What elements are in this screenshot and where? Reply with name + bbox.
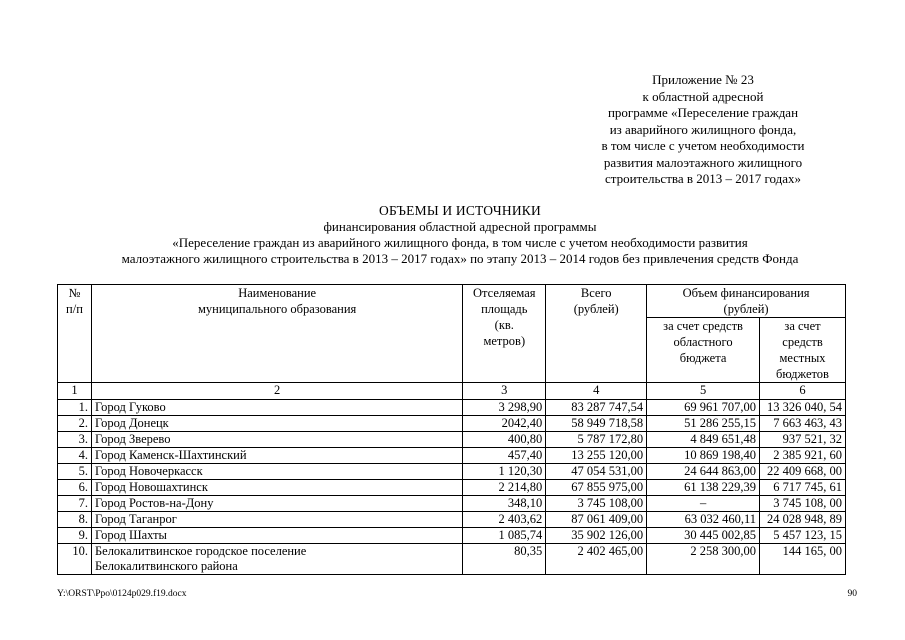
subtitle-line: «Переселение граждан из аварийного жилищного фонда, в том числе с учетом необходимости развития bbox=[172, 235, 748, 250]
page-number: 90 bbox=[847, 589, 857, 599]
row-area: 2 214,80 bbox=[463, 480, 546, 496]
file-path: Y:\ORST\Ppo\0124p029.f19.docx bbox=[57, 589, 187, 599]
header-num: № п/п bbox=[58, 285, 92, 383]
row-regional: 63 032 460,11 bbox=[647, 512, 760, 528]
row-name-line: Город Зверево bbox=[94, 432, 171, 446]
header-total: Всего (рублей) bbox=[546, 285, 647, 383]
row-num: 7. bbox=[58, 496, 92, 512]
row-local: 22 409 668, 00 bbox=[760, 464, 846, 480]
row-area: 400,80 bbox=[463, 432, 546, 448]
row-area: 2042,40 bbox=[463, 416, 546, 432]
table-row bbox=[58, 400, 846, 416]
row-regional: 51 286 255,15 bbox=[647, 416, 760, 432]
appendix-line: из аварийного жилищного фонда, bbox=[609, 121, 797, 137]
row-regional: 10 869 198,40 bbox=[647, 448, 760, 464]
row-local: 24 028 948, 89 bbox=[760, 512, 846, 528]
row-area: 2 403,62 bbox=[463, 512, 546, 528]
appendix-line: строительства в 2013 – 2017 годах» bbox=[604, 171, 802, 186]
row-name-line: Город Новошахтинск bbox=[94, 480, 208, 494]
column-number: 4 bbox=[546, 383, 647, 400]
row-name bbox=[91, 400, 462, 416]
row-name bbox=[91, 480, 462, 496]
table-row bbox=[58, 544, 846, 575]
row-total: 3 745 108,00 bbox=[546, 496, 647, 512]
table-row bbox=[58, 496, 846, 512]
row-name-line: Город Каменск-Шахтинский bbox=[94, 448, 247, 462]
table-row bbox=[58, 480, 846, 496]
row-regional: 30 445 002,85 bbox=[647, 528, 760, 544]
appendix-line: к областной адресной bbox=[642, 88, 764, 104]
subtitle-line: малоэтажного жилищного строительства в 2013 – 2017 годах» по этапу 2013 – 2014 годов без привлечения средств Фонда bbox=[121, 251, 799, 266]
row-area: 1 085,74 bbox=[463, 528, 546, 544]
row-total: 2 402 465,00 bbox=[546, 544, 647, 575]
row-regional: 69 961 707,00 bbox=[647, 400, 760, 416]
row-local: 7 663 463, 43 bbox=[760, 416, 846, 432]
row-total: 13 255 120,00 bbox=[546, 448, 647, 464]
column-number-row bbox=[58, 383, 846, 400]
row-regional: 24 644 863,00 bbox=[647, 464, 760, 480]
row-name bbox=[91, 496, 462, 512]
row-area: 457,40 bbox=[463, 448, 546, 464]
row-name bbox=[91, 528, 462, 544]
row-name-line: Белокалитвинское городское поселение bbox=[94, 544, 307, 558]
appendix-line: программе «Переселение граждан bbox=[607, 105, 799, 120]
row-num: 10. bbox=[58, 544, 92, 575]
row-total: 67 855 975,00 bbox=[546, 480, 647, 496]
header-regional: за счет средств областного бюджета bbox=[647, 318, 760, 383]
column-number: 6 bbox=[760, 383, 846, 400]
row-area: 348,10 bbox=[463, 496, 546, 512]
row-area: 80,35 bbox=[463, 544, 546, 575]
column-number: 3 bbox=[463, 383, 546, 400]
header-row bbox=[58, 285, 846, 318]
row-local: 3 745 108, 00 bbox=[760, 496, 846, 512]
row-name bbox=[91, 544, 462, 575]
row-total: 58 949 718,58 bbox=[546, 416, 647, 432]
document-title: ОБЪЕМЫ И ИСТОЧНИКИ bbox=[379, 203, 541, 218]
row-area: 3 298,90 bbox=[463, 400, 546, 416]
table-row bbox=[58, 464, 846, 480]
header-area: Отселяемая площадь (кв. метров) bbox=[463, 285, 546, 383]
row-local: 2 385 921, 60 bbox=[760, 448, 846, 464]
row-num: 3. bbox=[58, 432, 92, 448]
row-name bbox=[91, 432, 462, 448]
row-regional: 4 849 651,48 bbox=[647, 432, 760, 448]
row-name-line: Город Донецк bbox=[94, 416, 169, 430]
row-num: 6. bbox=[58, 480, 92, 496]
header-financing: Объем финансирования (рублей) bbox=[647, 285, 846, 318]
row-total: 83 287 747,54 bbox=[546, 400, 647, 416]
row-local: 6 717 745, 61 bbox=[760, 480, 846, 496]
column-number: 5 bbox=[647, 383, 760, 400]
row-local: 937 521, 32 bbox=[760, 432, 846, 448]
row-name-line: Город Новочеркасск bbox=[94, 464, 203, 478]
row-total: 87 061 409,00 bbox=[546, 512, 647, 528]
row-name bbox=[91, 448, 462, 464]
header-name: Наименование муниципального образования bbox=[91, 285, 462, 383]
row-regional: – bbox=[647, 496, 760, 512]
table-row bbox=[58, 448, 846, 464]
row-regional: 61 138 229,39 bbox=[647, 480, 760, 496]
appendix-line: развития малоэтажного жилищного bbox=[603, 154, 803, 170]
table-row bbox=[58, 512, 846, 528]
subtitle-line: финансирования областной адресной программы bbox=[323, 219, 597, 234]
table-row bbox=[58, 528, 846, 544]
appendix-line: Приложение № 23 bbox=[652, 72, 754, 87]
appendix-line: в том числе с учетом необходимости bbox=[601, 138, 805, 153]
row-name-line: Город Шахты bbox=[94, 528, 167, 542]
row-name-line: Белокалитвинского района bbox=[94, 559, 238, 573]
row-num: 1. bbox=[58, 400, 92, 416]
row-num: 2. bbox=[58, 416, 92, 432]
row-num: 8. bbox=[58, 512, 92, 528]
header-local: за счет средств местных бюджетов bbox=[760, 318, 846, 383]
column-number: 1 bbox=[58, 383, 92, 400]
row-name-line: Город Ростов-на-Дону bbox=[94, 496, 214, 510]
column-number: 2 bbox=[91, 383, 462, 400]
row-num: 9. bbox=[58, 528, 92, 544]
row-total: 35 902 126,00 bbox=[546, 528, 647, 544]
row-area: 1 120,30 bbox=[463, 464, 546, 480]
row-name-line: Город Таганрог bbox=[94, 512, 177, 526]
row-total: 5 787 172,80 bbox=[546, 432, 647, 448]
row-name-line: Город Гуково bbox=[94, 400, 166, 414]
row-num: 5. bbox=[58, 464, 92, 480]
document-heading bbox=[40, 203, 880, 267]
row-local: 144 165, 00 bbox=[760, 544, 846, 575]
table-row bbox=[58, 432, 846, 448]
row-name bbox=[91, 416, 462, 432]
row-regional: 2 258 300,00 bbox=[647, 544, 760, 575]
row-name bbox=[91, 512, 462, 528]
financing-table bbox=[57, 284, 846, 575]
row-local: 5 457 123, 15 bbox=[760, 528, 846, 544]
row-local: 13 326 040, 54 bbox=[760, 400, 846, 416]
row-num: 4. bbox=[58, 448, 92, 464]
table-row bbox=[58, 416, 846, 432]
row-name bbox=[91, 464, 462, 480]
appendix-block bbox=[553, 72, 853, 188]
row-total: 47 054 531,00 bbox=[546, 464, 647, 480]
